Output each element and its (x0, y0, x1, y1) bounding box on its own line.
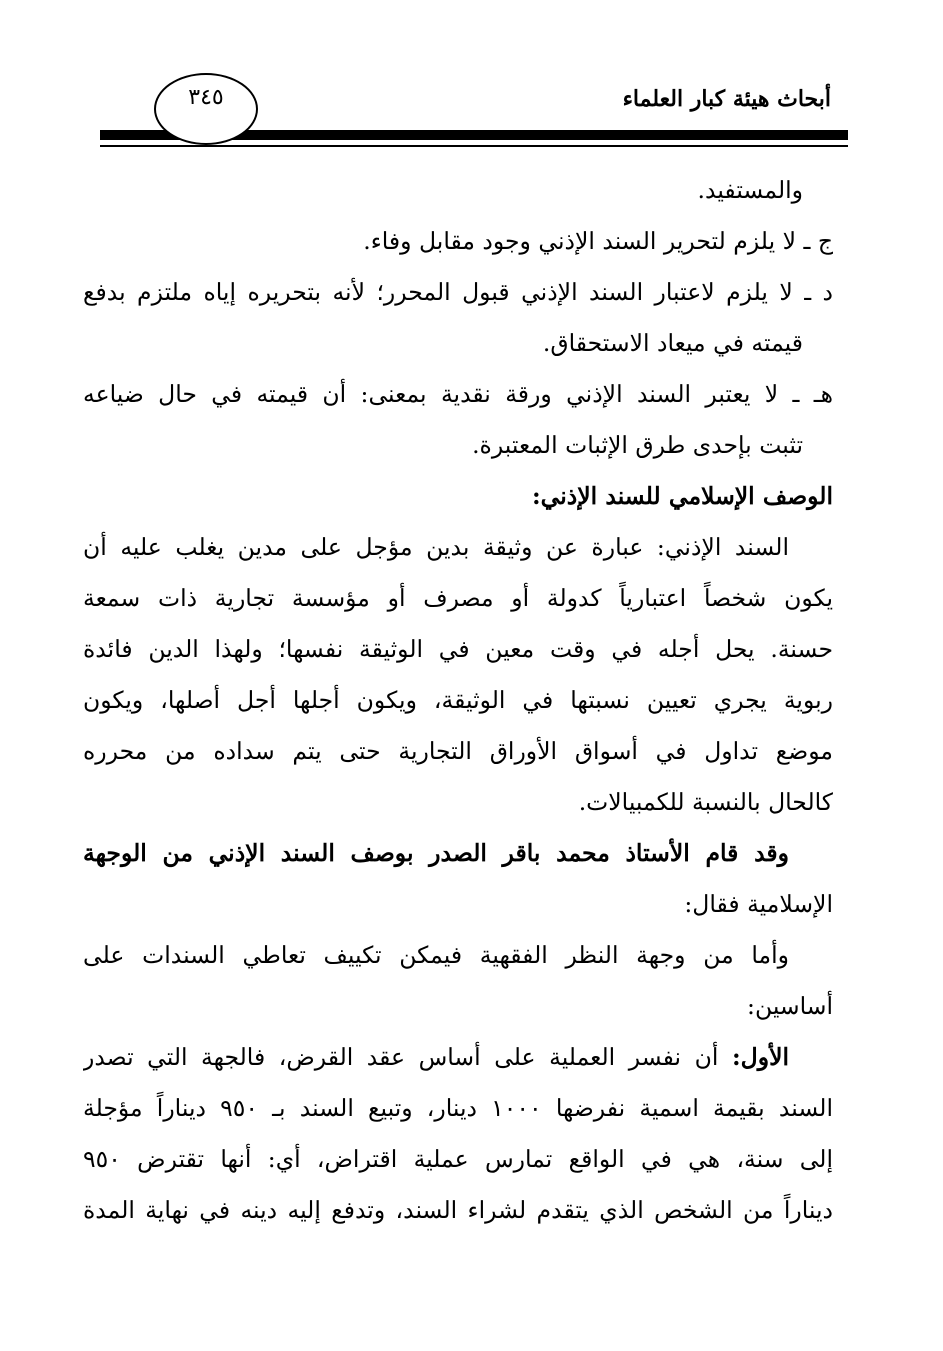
page-number: ٣٤٥ (188, 84, 224, 110)
text-line-19: السند بقيمة اسمية نفرضها ١٠٠٠ دينار، وتبيع السند بـ ٩٥٠ ديناراً مؤجلة (83, 1094, 833, 1122)
text-line-10: حسنة. يحل أجله في وقت معين في الوثيقة نفسها؛ ولهذا الدين فائدة (83, 635, 833, 663)
text-line-9: يكون شخصاً اعتبارياً كدولة أو مصرف أو مؤسسة تجارية ذات سمعة (83, 584, 833, 612)
text-line-16: وأما من وجهة النظر الفقهية فيمكن تكييف تعاطي السندات على (83, 941, 789, 969)
text-line-20: إلى سنة، هي في الواقع تمارس عملية اقتراض، أي: أنها تقترض ٩٥٠ (83, 1145, 833, 1173)
text-line-5: هـ ـ لا يعتبر السند الإذني ورقة نقدية بمعنى: أن قيمته في حال ضياعه (83, 380, 833, 408)
text-line-21: ديناراً من الشخص الذي يتقدم لشراء السند، وتدفع إليه دينه في نهاية المدة (83, 1196, 833, 1224)
page-number-oval (154, 73, 258, 145)
header-rule-thin (100, 145, 848, 147)
running-header-title: أبحاث هيئة كبار العلماء (622, 86, 831, 112)
text-line-4: قيمته في ميعاد الاستحقاق. (542, 329, 803, 357)
text-line-18 (83, 1032, 833, 1083)
first-basis-text: أن نفسر العملية على أساس عقد القرض، فالجهة التي تصدر (83, 1043, 719, 1071)
text-line-13: كالحال بالنسبة للكمبيالات. (578, 788, 833, 816)
text-line-1: والمستفيد. (697, 176, 803, 204)
text-line-17: أساسين: (747, 992, 833, 1020)
text-line-15: الإسلامية فقال: (684, 890, 833, 918)
text-line-14: وقد قام الأستاذ محمد باقر الصدر بوصف السند الإذني من الوجهة (83, 839, 789, 867)
text-line-8: السند الإذني: عبارة عن وثيقة بدين مؤجل على مدين يغلب عليه أن (83, 533, 789, 561)
section-heading: الوصف الإسلامي للسند الإذني: (531, 482, 833, 510)
first-basis-label: الأول: (731, 1043, 789, 1071)
text-line-11: ربوية يجري تعيين نسبتها في الوثيقة، ويكون أجلها أجل أصلها، ويكون (83, 686, 833, 714)
text-line-12: موضع تداول في أسواق الأوراق التجارية حتى يتم سداده من محرره (83, 737, 833, 765)
text-line-2: ج ـ لا يلزم لتحرير السند الإذني وجود مقابل وفاء. (363, 227, 833, 255)
text-line-6: تثبت بإحدى طرق الإثبات المعتبرة. (472, 431, 803, 459)
body-text (83, 165, 833, 1236)
text-line-3: د ـ لا يلزم لاعتبار السند الإذني قبول المحرر؛ لأنه بتحريره إياه ملتزم بدفع (83, 278, 833, 306)
